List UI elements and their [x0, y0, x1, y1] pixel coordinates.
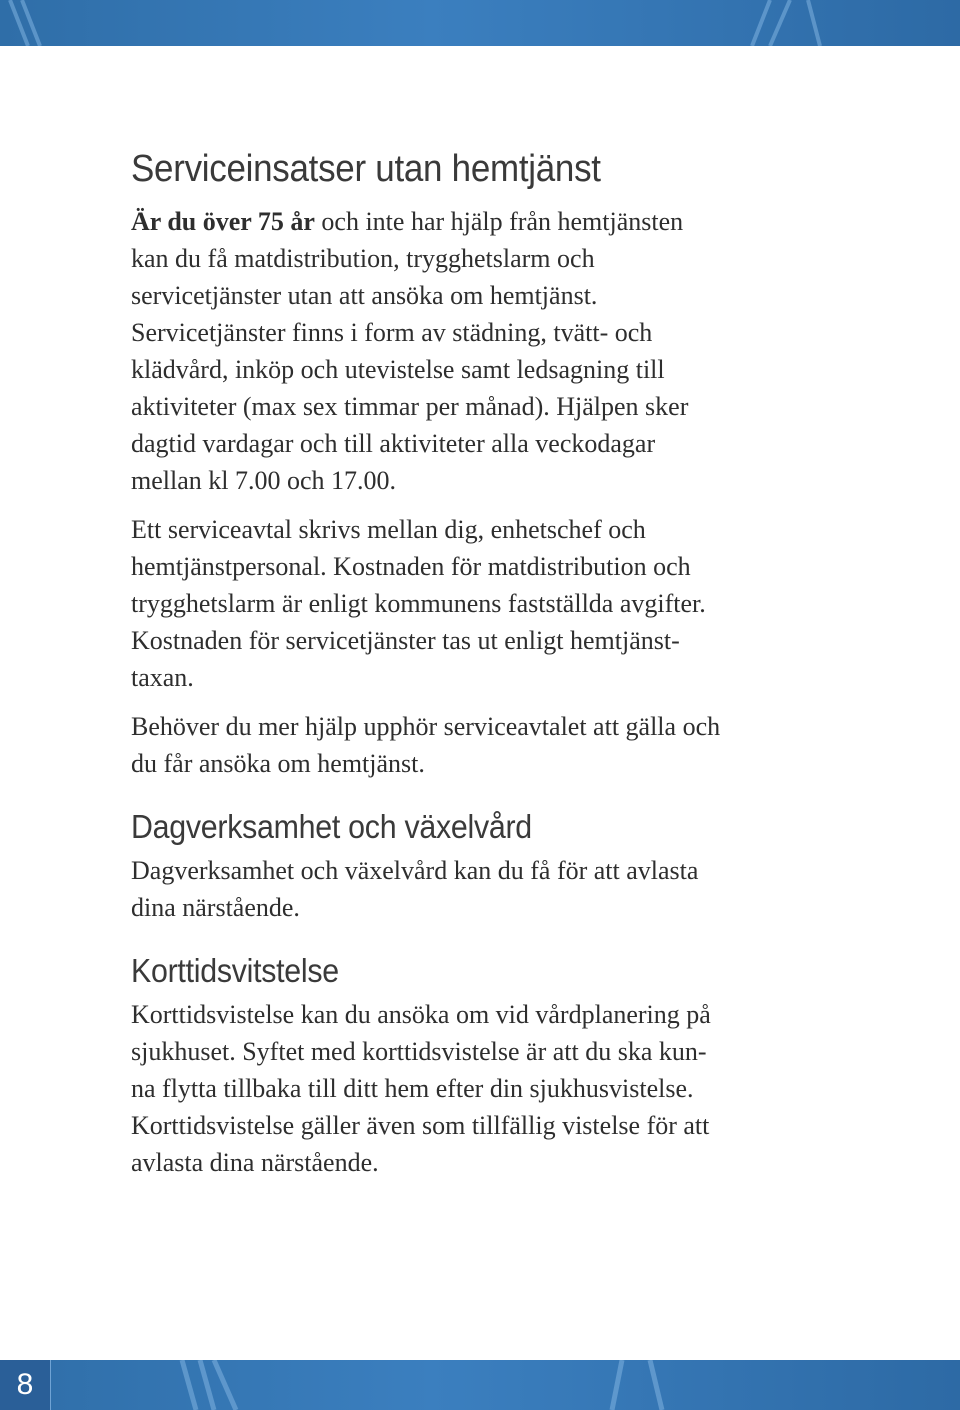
bottom-decorative-band: [0, 1360, 960, 1410]
paragraph-mer-hjalp: [131, 708, 841, 782]
section-title-serviceinsatser: Serviceinsatser utan hemtjänst: [131, 148, 601, 190]
paragraph-line: aktiviteter (max sex timmar per månad). Hjälpen sker: [131, 392, 689, 421]
section-korttidsvistelse: [131, 952, 841, 1181]
paragraph-line: kan du få matdistribution, trygghetslarm och: [131, 244, 595, 273]
paragraph-korttidsvistelse: [131, 996, 841, 1181]
section-dagverksamhet: [131, 808, 841, 926]
section-title-dagverksamhet: Dagverksamhet och växelvård: [131, 808, 532, 845]
paragraph-serviceavtal: [131, 511, 841, 696]
top-decorative-band: [0, 0, 960, 46]
paragraph-line: du får ansöka om hemtjänst.: [131, 749, 425, 778]
page-content: [131, 148, 841, 1181]
paragraph-line: taxan.: [131, 663, 194, 692]
band-stripes-decoration: [0, 1360, 960, 1410]
paragraph-line: mellan kl 7.00 och 17.00.: [131, 466, 397, 495]
band-stripes-decoration: [0, 0, 960, 46]
paragraph-line: servicetjänster utan att ansöka om hemtjänst.: [131, 281, 598, 310]
paragraph-line: Behöver du mer hjälp upphör serviceavtalet att gälla och: [131, 712, 721, 741]
paragraph-line: avlasta dina närstående.: [131, 1148, 379, 1177]
paragraph-dagverksamhet: [131, 852, 841, 926]
paragraph-line: dina närstående.: [131, 893, 300, 922]
paragraph-line: na flytta tillbaka till ditt hem efter din sjukhusvistelse.: [131, 1074, 694, 1103]
paragraph-line: Korttidsvistelse gäller även som tillfällig vistelse för att: [131, 1111, 710, 1140]
section-title-korttidsvistelse: Korttidsvitstelse: [131, 952, 339, 989]
bold-lead-text: Är du över 75 år: [131, 207, 315, 236]
paragraph-line: Korttidsvistelse kan du ansöka om vid vårdplanering på: [131, 1000, 711, 1029]
paragraph-line: sjukhuset. Syftet med korttidsvistelse är att du ska kun-: [131, 1037, 707, 1066]
paragraph-line: Dagverksamhet och växelvård kan du få för att avlasta: [131, 856, 699, 885]
paragraph-line: klädvård, inköp och utevistelse samt ledsagning till: [131, 355, 665, 384]
paragraph-intro: [131, 203, 841, 499]
paragraph-line: Ett serviceavtal skrivs mellan dig, enhetschef och: [131, 515, 646, 544]
paragraph-line: dagtid vardagar och till aktiviteter alla veckodagar: [131, 429, 656, 458]
paragraph-line: trygghetslarm är enligt kommunens fastställda avgifter.: [131, 589, 706, 618]
paragraph-line: Kostnaden för servicetjänster tas ut enligt hemtjänst-: [131, 626, 680, 655]
paragraph-line: hemtjänstpersonal. Kostnaden för matdistribution och: [131, 552, 691, 581]
page-number-box: [0, 1360, 51, 1410]
page-number: 8: [16, 1368, 34, 1401]
paragraph-line: Servicetjänster finns i form av städning, tvätt- och: [131, 318, 653, 347]
paragraph-line: Är du över 75 år och inte har hjälp från hemtjänsten: [131, 207, 684, 236]
